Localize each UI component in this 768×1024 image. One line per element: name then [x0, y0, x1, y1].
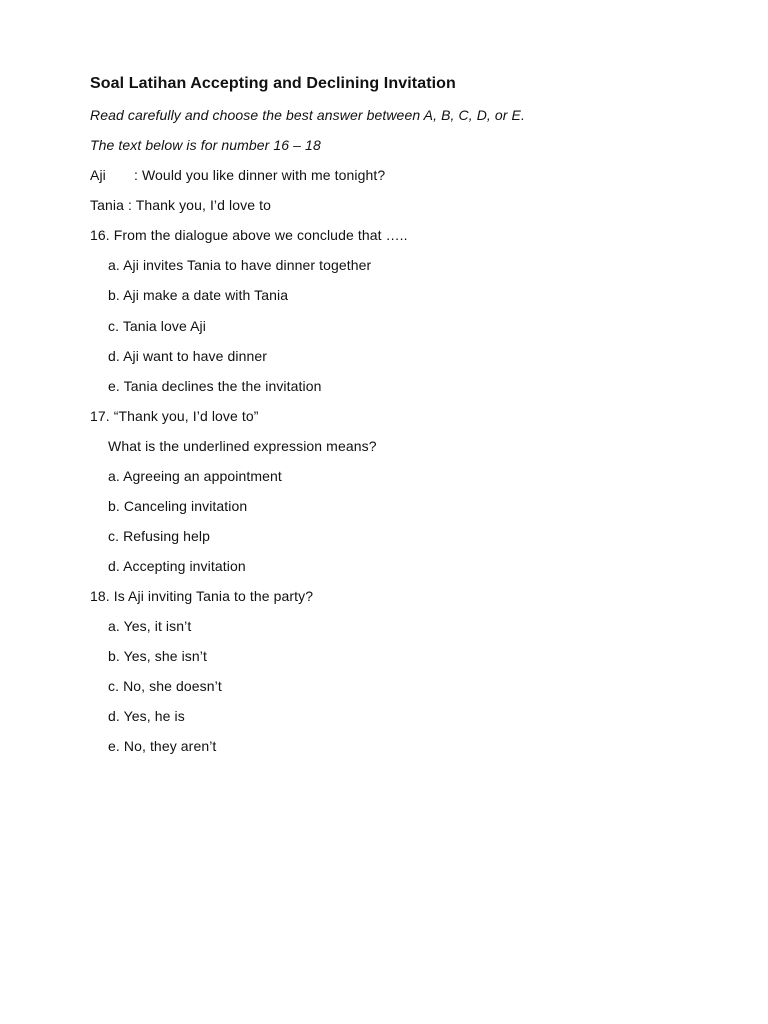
question-16-option-d: d. Aji want to have dinner [108, 348, 268, 364]
question-18-option-d: d. Yes, he is [108, 708, 185, 724]
page-title: Soal Latihan Accepting and Declining Invitation [90, 75, 456, 92]
text-note: The text below is for number 16 – 18 [90, 137, 321, 153]
dialogue-separator: : [134, 167, 142, 183]
question-17-option-c: c. Refusing help [108, 528, 210, 544]
question-18-option-b: b. Yes, she isn’t [108, 648, 207, 664]
dialogue-speaker: Tania [90, 197, 124, 213]
question-17-subquestion: What is the underlined expression means? [108, 438, 377, 454]
question-18-option-e: e. No, they aren’t [108, 738, 217, 754]
question-17-option-b: b. Canceling invitation [108, 498, 248, 514]
question-16: 16. From the dialogue above we conclude that ….. [90, 227, 408, 243]
dialogue-separator: : [123, 197, 136, 213]
question-16-option-a: a. Aji invites Tania to have dinner together [108, 257, 372, 273]
dialogue-text: Would you like dinner with me tonight? [141, 167, 386, 183]
question-18-option-a: a. Yes, it isn’t [108, 618, 192, 634]
question-17-option-d: d. Accepting invitation [108, 558, 246, 574]
question-17-option-a: a. Agreeing an appointment [108, 468, 282, 484]
dialogue-text: Thank you, I’d love to [135, 197, 271, 213]
question-16-option-b: b. Aji make a date with Tania [108, 287, 289, 303]
instruction-text: Read carefully and choose the best answer between A, B, C, D, or E. [90, 107, 525, 123]
dialogue-speaker: Aji [90, 167, 106, 183]
dialogue-line-tania [90, 196, 271, 214]
question-18: 18. Is Aji inviting Tania to the party? [90, 588, 314, 604]
question-17: 17. “Thank you, I’d love to” [90, 408, 259, 424]
question-16-option-c: c. Tania love Aji [108, 318, 206, 334]
dialogue-line-aji [90, 166, 385, 184]
question-16-option-e: e. Tania declines the the invitation [108, 378, 322, 394]
question-18-option-c: c. No, she doesn’t [108, 678, 222, 694]
